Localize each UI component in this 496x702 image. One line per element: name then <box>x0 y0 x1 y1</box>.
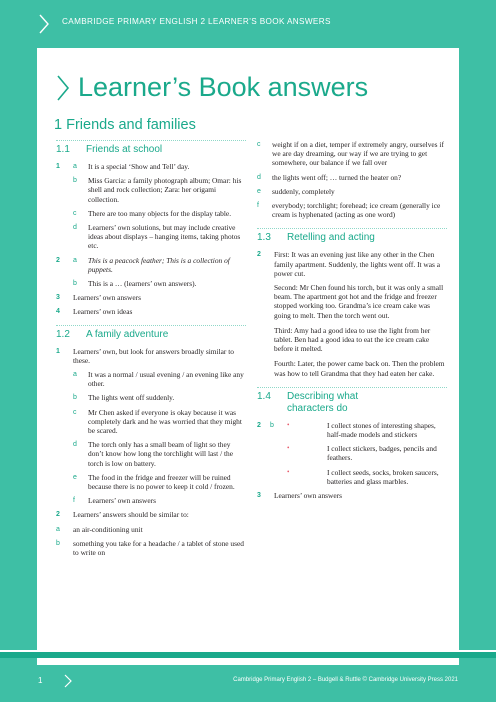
header-bar <box>0 0 496 48</box>
paragraph: Fourth: Later, the power came back on. Then the problem was how to tell Grandma that they had eaten her cake. <box>274 359 445 378</box>
list-item: e The food in the fridge and freezer will be ruined because there is no power to keep it cold / frozen. <box>73 472 235 492</box>
page-number: 1 <box>38 676 43 685</box>
section-heading: 1.4 Describing what characters do <box>257 387 447 415</box>
chapter-heading: 1 Friends and families <box>54 117 196 133</box>
list-item: 1 a It is a special ‘Show and Tell’ day. <box>56 162 190 171</box>
bullet-icon: • <box>287 444 290 453</box>
section-heading: 1.3 Retelling and acting <box>257 228 447 244</box>
list-item: 4 Learners’ own ideas <box>56 307 133 317</box>
list-item: 3 Learners’ own answers <box>56 293 141 303</box>
copyright: Cambridge Primary English 2 – Budgell & Ruttle © Cambridge University Press 2021 <box>233 677 458 683</box>
list-item: 1 Learners’ own, but look for answers broadly similar to these. <box>56 346 234 365</box>
list-item: a an air-conditioning unit <box>56 524 143 534</box>
list-item: • I collect stickers, badges, pencils and feathers. <box>287 444 437 463</box>
list-item: 2 First: It was an evening just like any other in the Chen family apartment. Suddenly, the lights went off. It was a power cut. <box>257 250 441 278</box>
page-title: Learner’s Book answers <box>78 72 369 102</box>
section-heading: 1.1 Friends at school <box>56 140 246 156</box>
list-item: 2 a This is a peacock feather; This is a collection of puppets. <box>56 255 230 274</box>
footer-bar <box>0 665 496 702</box>
list-item: a It was a normal / usual evening / an evening like any other. <box>73 370 244 389</box>
bullet-icon: • <box>287 420 290 429</box>
list-item: f everybody; torchlight; forehead; ice cream (generally ice cream is hyphenated (acting as one word) <box>257 201 441 220</box>
chevron-right-icon <box>56 75 70 101</box>
right-column <box>257 140 447 505</box>
left-margin-bar <box>0 48 37 665</box>
list-item: d the lights went off; … turned the heater on? <box>257 172 402 182</box>
right-margin-bar <box>459 48 496 665</box>
chevron-right-icon <box>64 674 72 688</box>
list-item: b This is a … (learners’ own answers). <box>73 279 197 289</box>
list-item: b something you take for a headache / a tablet of stone used to write on <box>56 538 244 558</box>
list-item: f Learners’ own answers <box>73 496 156 506</box>
left-column <box>56 140 246 562</box>
section-heading: 1.2 A family adventure <box>56 325 246 341</box>
paragraph: Third: Amy had a good idea to use the light from her tablet. Ben had a good idea to eat the ice cream cake before it melted. <box>274 325 431 354</box>
running-header: CAMBRIDGE PRIMARY ENGLISH 2 LEARNER’S BOOK ANSWERS <box>62 17 331 26</box>
list-item: b The lights went off suddenly. <box>73 393 175 403</box>
list-item: b Miss Garcia: a family photograph album; Omar: his shell and rock collection; Zara: her origami collection. <box>73 176 242 204</box>
list-item: d The torch only has a small beam of light so they don’t know how long the torchlight will last / the torch is low on battery. <box>73 440 233 468</box>
list-item: d Learners’ own solutions, but may include creative ideas about displays – hanging items, taking photos etc. <box>73 223 241 251</box>
list-item: c weight if on a diet, temper if extremely angry, ourselves if we are day dreaming, our way if we are trying to get somewhere, our balance if we fall over <box>257 140 444 168</box>
list-item: 2 Learners’ answers should be similar to: <box>56 510 189 520</box>
footer-band <box>0 652 496 658</box>
chevron-right-icon <box>38 14 50 34</box>
list-item: 3 Learners’ own answers <box>257 491 342 501</box>
list-item: • I collect seeds, socks, broken saucers, batteries and glass marbles. <box>287 467 439 486</box>
list-item: c Mr Chen asked if everyone is okay because it was completely dark and he was worried that they might be scared. <box>73 407 242 436</box>
list-item: e suddenly, completely <box>257 186 335 196</box>
list-item: c There are too many objects for the display table. <box>73 208 232 218</box>
list-item: 2 b • I collect stones of interesting shapes, half-made models and stickers <box>257 420 436 440</box>
bullet-icon: • <box>287 467 290 476</box>
paragraph: Second: Mr Chen found his torch, but it was only a small beam. The apartment got hot and the fridge and freezer stopped working too. Grandma’s ice cream cake was going to melt. Then the torch went out. <box>274 283 444 320</box>
